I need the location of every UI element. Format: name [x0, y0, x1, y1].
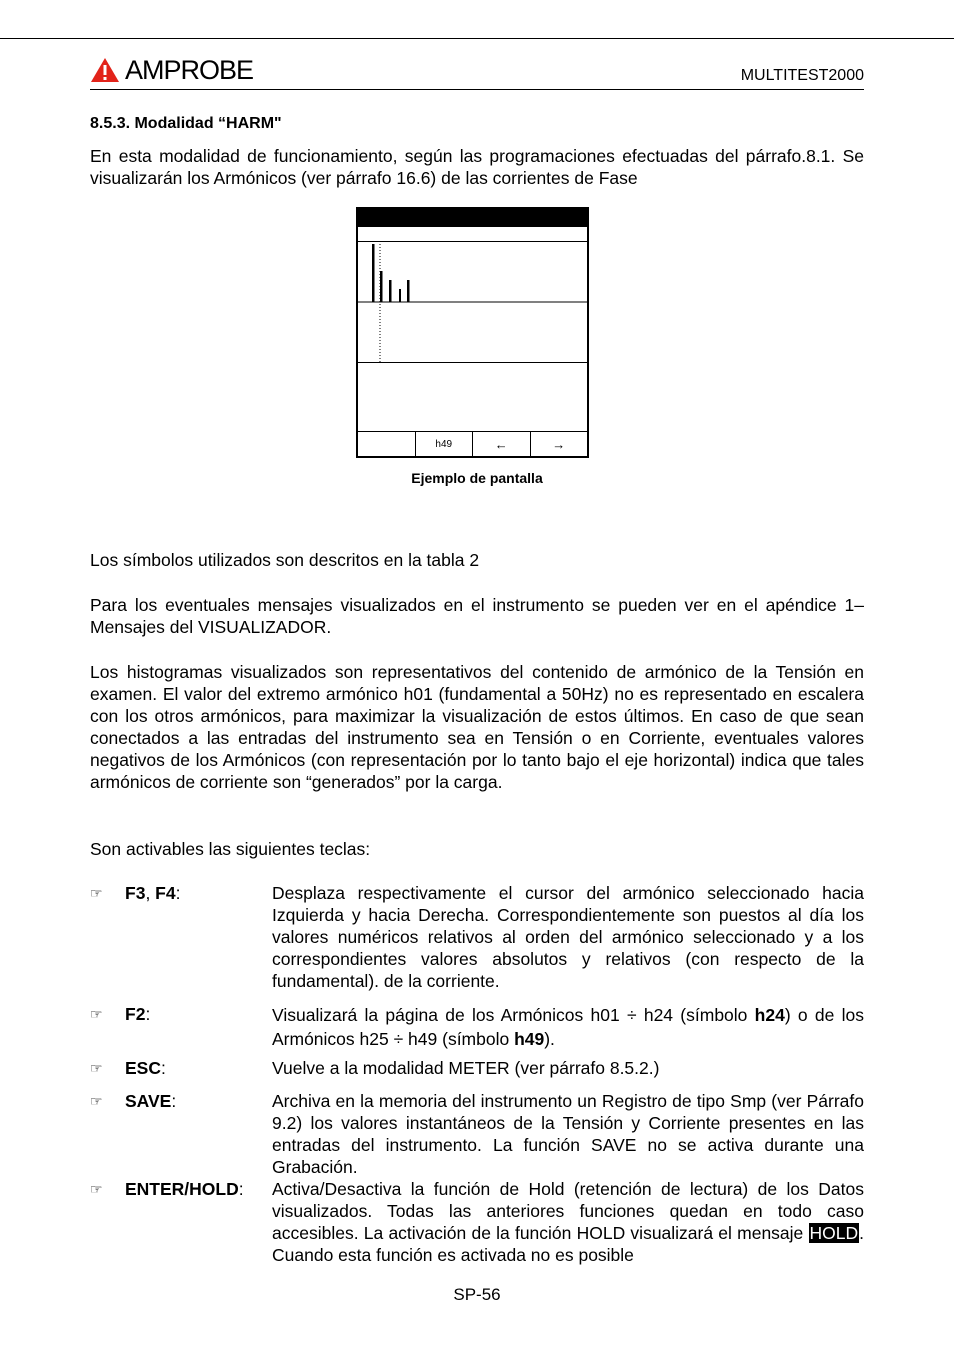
hold-badge: HOLD: [809, 1223, 859, 1243]
key-description: Activa/Desactiva la función de Hold (retención de lectura) de los Datos visualizados. Todas las anteriores funciones quedan en todo caso accesibles. La activación de la función HOLD visualizará el mensaje HOLD. Cuando esta función es activada no es posible: [272, 1179, 864, 1265]
brand-name: AMPROBE: [125, 54, 254, 85]
page-number: SP-56: [453, 1285, 501, 1304]
pointing-hand-icon: ☞: [90, 1181, 103, 1197]
key-description: Vuelve a la modalidad METER (ver párrafo 8.5.2.): [272, 1058, 660, 1078]
model-name: MULTITEST2000: [740, 67, 864, 84]
harmonic-bar: [380, 271, 383, 302]
figure-caption: Ejemplo de pantalla: [411, 470, 543, 486]
header-rule: [90, 89, 864, 90]
harmonic-histogram: [358, 242, 587, 362]
fkey-f2[interactable]: h49: [415, 432, 473, 456]
pointing-hand-icon: ☞: [90, 1093, 103, 1109]
paragraph-histograms: Los histogramas visualizados son representativos del contenido de armónico de la Tensión en examen. El valor del extremo armónico h01 (fundamental a 50Hz) no es representado en escalera con los otros armónicos, para maximizar la visualización de estos últimos. En caso de que sean conectados a las entradas del instrumento sea en Tensión o en Corriente, eventuales valores negativos de los Armónicos (con representación por lo tanto bajo el eje horizontal) indica que tales armónicos de corriente son “generados” por la carga.: [90, 662, 864, 792]
section-title: 8.5.3. Modalidad “HARM": [90, 115, 282, 132]
harmonic-bar: [372, 244, 375, 302]
key-name: ENTER/HOLD:: [125, 1179, 244, 1199]
key-description: Archiva en la memoria del instrumento un Registro de tipo Smp (ver Párrafo 9.2) los valores instantáneos de la Tensión y Corriente presentes en las entradas del instrumento. La función SAVE no se activa durante una Grabación.: [272, 1091, 864, 1177]
fkey-f1[interactable]: [358, 432, 415, 456]
pointing-hand-icon: ☞: [90, 1060, 103, 1076]
harmonic-bar: [407, 280, 410, 302]
top-rule: [0, 38, 954, 39]
key-name: SAVE:: [125, 1091, 177, 1111]
key-name: F3, F4:: [125, 883, 181, 903]
key-name: F2:: [125, 1004, 151, 1024]
paragraph-keys-intro: Son activables las siguientes teclas:: [90, 839, 371, 859]
screen-rule: [358, 362, 587, 363]
key-description: Desplaza respectivamente el cursor del armónico seleccionado hacia Izquierda y hacia Derecha. Correspondientemente son puestos al día los valores numéricos relativos al orden del armónico seleccionado y a los correspondientes valores absolutos y relativos (con respecto de la fundamental). de la corriente.: [272, 883, 864, 991]
instrument-screen: [356, 207, 589, 458]
harmonic-bar: [399, 289, 401, 302]
paragraph-messages: Para los eventuales mensajes visualizados en el instrumento se pueden ver en el apéndice 1–Mensajes del VISUALIZADOR.: [90, 595, 864, 637]
screen-title-bar: [358, 209, 587, 227]
function-key-bar: [358, 431, 587, 456]
fkey-f4[interactable]: →: [530, 432, 588, 456]
brand-logo: [90, 55, 253, 85]
key-name: ESC:: [125, 1058, 166, 1078]
intro-paragraph: En esta modalidad de funcionamiento, según las programaciones efectuadas del párrafo.8.1. Se visualizarán los Armónicos (ver párrafo 16.6) de las corrientes de Fase: [90, 146, 864, 188]
paragraph-symbols: Los símbolos utilizados son descritos en la tabla 2: [90, 550, 480, 570]
pointing-hand-icon: ☞: [90, 1006, 103, 1022]
fkey-f3[interactable]: ←: [472, 432, 530, 456]
key-description: Visualizará la página de los Armónicos h01 ÷ h24 (símbolo h24) o de los Armónicos h25 ÷ h49 (símbolo h49).: [272, 1005, 864, 1049]
pointing-hand-icon: ☞: [90, 885, 103, 901]
harmonic-bar: [389, 280, 392, 302]
warning-triangle-icon: [90, 57, 120, 83]
